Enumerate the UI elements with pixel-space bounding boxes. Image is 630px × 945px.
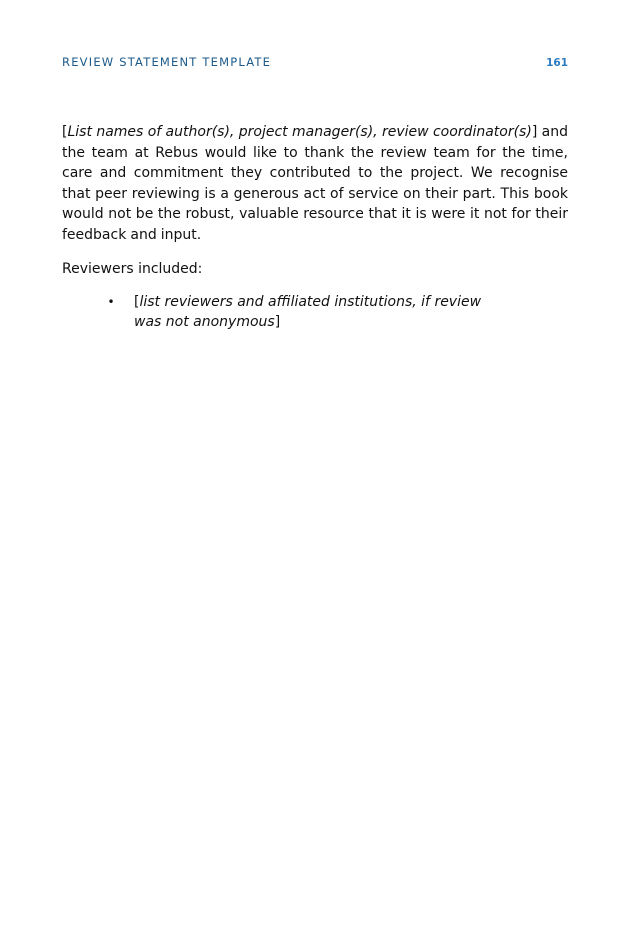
open-bracket: [ [62, 124, 68, 140]
acknowledgement-paragraph [62, 122, 568, 245]
list-item [107, 292, 508, 333]
bullet-icon: • [107, 294, 115, 309]
running-header-title: REVIEW STATEMENT TEMPLATE [62, 55, 272, 69]
reviewers-placeholder: list reviewers and affiliated institutions, if review was not anonymous [134, 293, 482, 330]
reviewers-heading: Reviewers included: [62, 261, 203, 277]
open-bracket: [ [134, 293, 140, 310]
page-number: 161 [546, 57, 568, 69]
acknowledgement-text: and the team at Rebus would like to thank the review team for the time, care and commitment they contributed to the project. We recognise that peer reviewing is a generous act of service on their part. This book would not be the robust, valuable resource that it is were it not for their feedback and input. [62, 124, 568, 243]
reviewers-list [62, 292, 508, 333]
running-header [62, 55, 568, 69]
close-bracket: ] [274, 314, 281, 330]
author-names-placeholder: List names of author(s), project manager(s), review coordinator(s) [67, 124, 532, 140]
close-bracket: ] [531, 124, 538, 140]
page-body [62, 122, 568, 333]
